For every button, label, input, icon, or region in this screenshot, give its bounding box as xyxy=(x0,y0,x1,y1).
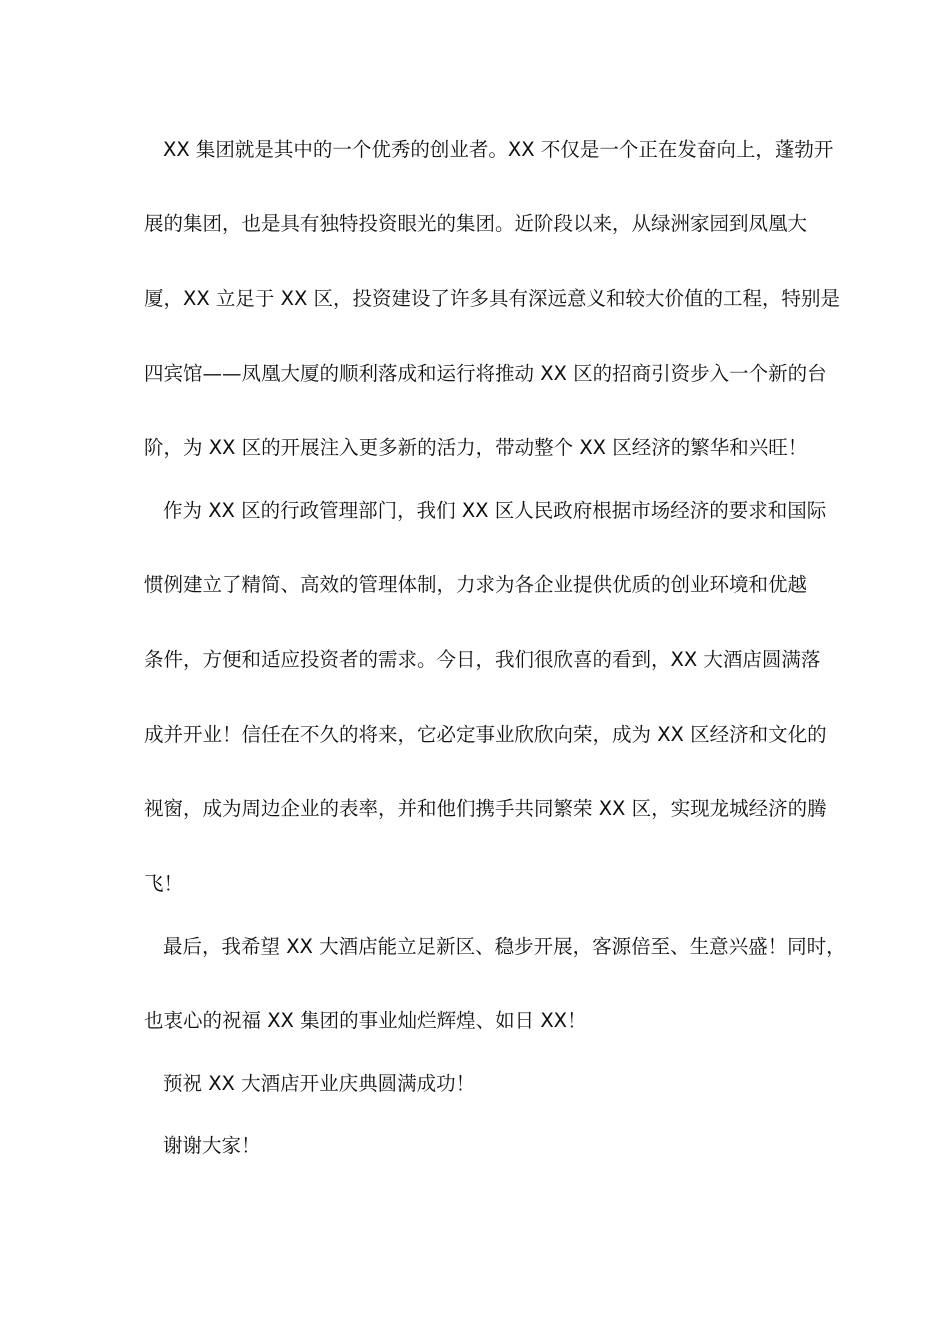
paragraph-line: 最后，我希望 XX 大酒店能立足新区、稳步开展，客源倍至、生意兴盛！同时， xyxy=(163,935,846,958)
paragraph-line: XX 集团就是其中的一个优秀的创业者。XX 不仅是一个正在发奋向上，蓬勃开 xyxy=(163,138,834,161)
paragraph-line: 阶，为 XX 区的开展注入更多新的活力，带动整个 XX 区经济的繁华和兴旺！ xyxy=(144,436,808,459)
paragraph-line: 飞！ xyxy=(144,872,184,895)
paragraph-line: 预祝 XX 大酒店开业庆典圆满成功！ xyxy=(163,1072,476,1095)
paragraph-line: 成并开业！信任在不久的将来，它必定事业欣欣向荣，成为 XX 区经济和文化的 xyxy=(144,723,827,746)
paragraph-line: 展的集团，也是具有独特投资眼光的集团。近阶段以来，从绿洲家园到凤凰大 xyxy=(144,212,808,235)
paragraph-line: 条件，方便和适应投资者的需求。今日，我们很欣喜的看到，XX 大酒店圆满落 xyxy=(144,648,821,671)
paragraph-line: 也衷心的祝福 XX 集团的事业灿烂辉煌、如日 XX！ xyxy=(144,1009,587,1032)
paragraph-line: 视窗，成为周边企业的表率，并和他们携手共同繁荣 XX 区，实现龙城经济的腾 xyxy=(144,797,827,820)
paragraph-line: 作为 XX 区的行政管理部门，我们 XX 区人民政府根据市场经济的要求和国际 xyxy=(163,499,827,522)
paragraph-line: 惯例建立了精简、高效的管理体制，力求为各企业提供优质的创业环境和优越 xyxy=(144,573,808,596)
paragraph-line: 四宾馆——凤凰大厦的顺利落成和运行将推动 XX 区的招商引资步入一个新的台 xyxy=(144,362,827,385)
paragraph-line: 厦，XX 立足于 XX 区，投资建设了许多具有深远意义和较大价值的工程，特别是 xyxy=(144,287,841,310)
paragraph-line: 谢谢大家！ xyxy=(163,1134,261,1157)
